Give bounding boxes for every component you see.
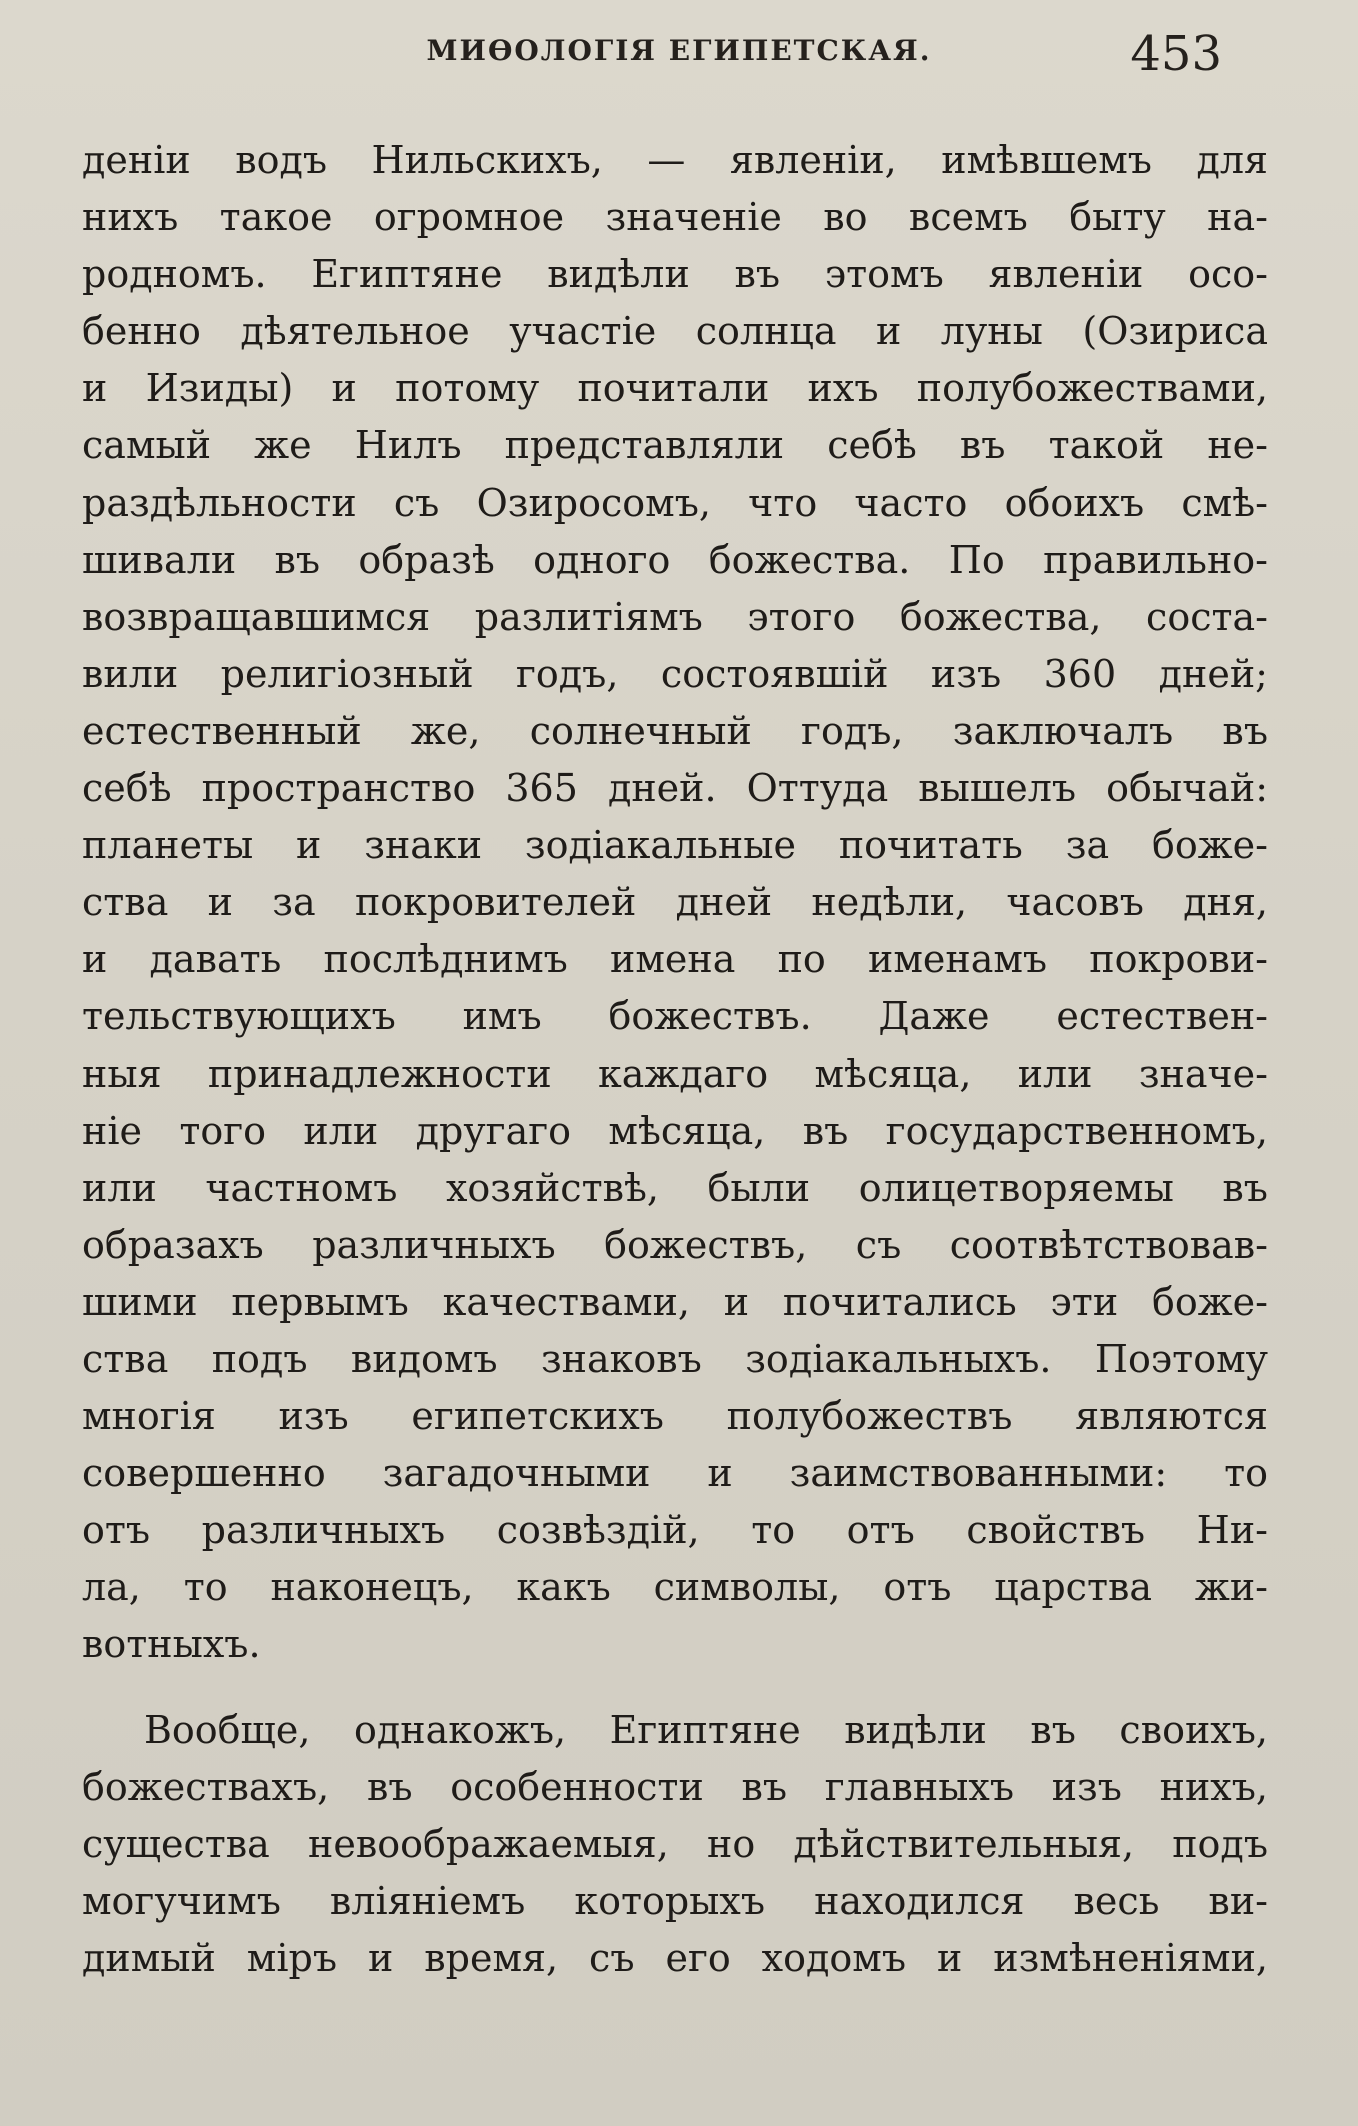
body-text	[82, 132, 1268, 1987]
text-line: возвращавшимся разлитіямъ этого божества, соста-	[82, 594, 1268, 639]
text-line: ства подъ видомъ знаковъ зодіакальныхъ. Поэтому	[82, 1336, 1268, 1381]
text-line: самый же Нилъ представляли себѣ въ такой не-	[82, 423, 1268, 468]
text-line: существа невоображаемыя, но дѣйствительныя, подъ	[82, 1821, 1268, 1866]
text-line: нихъ такое огромное значеніе во всемъ быту на-	[82, 195, 1268, 240]
paragraph-2	[82, 1702, 1268, 1987]
running-title: МИѲОЛОГІЯ ЕГИПЕТСКАЯ.	[426, 34, 932, 67]
text-line: многія изъ египетскихъ полубожествъ являются	[82, 1394, 1268, 1439]
text-line: ства и за покровителей дней недѣли, часовъ дня,	[82, 880, 1268, 925]
text-line: вили религіозный годъ, состоявшій изъ 360 дней;	[82, 651, 1268, 696]
text-line: димый міръ и время, съ его ходомъ и измѣненіями,	[82, 1935, 1268, 1980]
text-line: отъ различныхъ созвѣздій, то отъ свойствъ Ни-	[82, 1508, 1268, 1553]
text-line: совершенно загадочными и заимствованными: то	[82, 1451, 1268, 1496]
text-line: раздѣльности съ Озиросомъ, что часто обоихъ смѣ-	[82, 480, 1268, 525]
text-line: могучимъ вліяніемъ которыхъ находился весь ви-	[82, 1878, 1268, 1923]
text-line: планеты и знаки зодіакальные почитать за боже-	[82, 823, 1268, 868]
text-line: и давать послѣднимъ имена по именамъ покрови-	[82, 937, 1268, 982]
text-line: образахъ различныхъ божествъ, съ соотвѣтствовав-	[82, 1222, 1268, 1267]
text-line: ніе того или другаго мѣсяца, въ государственномъ,	[82, 1108, 1268, 1153]
text-line: вотныхъ.	[82, 1622, 261, 1667]
text-line: тельствующихъ имъ божествъ. Даже естествен-	[82, 994, 1268, 1039]
text-line: шими первымъ качествами, и почитались эти боже-	[82, 1279, 1268, 1324]
text-line: или частномъ хозяйствѣ, были олицетворяемы въ	[82, 1165, 1268, 1210]
text-line: бенно дѣятельное участіе солнца и луны (Озириса	[82, 309, 1268, 354]
text-line: родномъ. Египтяне видѣли въ этомъ явленіи осо-	[82, 252, 1268, 297]
text-line: себѣ пространство 365 дней. Оттуда вышелъ обычай:	[82, 766, 1268, 811]
paragraph-gap	[82, 1674, 1268, 1702]
text-line: деніи водъ Нильскихъ, — явленіи, имѣвшемъ для	[82, 138, 1268, 182]
text-line: Вообще, однакожъ, Египтяне видѣли въ своихъ,	[144, 1707, 1268, 1752]
text-line: ла, то наконецъ, какъ символы, отъ царства жи-	[82, 1565, 1268, 1610]
text-line: божествахъ, въ особенности въ главныхъ изъ нихъ,	[82, 1764, 1268, 1809]
page-number: 453	[1130, 26, 1222, 82]
text-line: и Изиды) и потому почитали ихъ полубожествами,	[82, 366, 1268, 411]
text-line: ныя принадлежности каждаго мѣсяца, или значе-	[82, 1051, 1268, 1096]
text-line: шивали въ образѣ одного божества. По правильно-	[82, 537, 1268, 582]
text-line: естественный же, солнечный годъ, заключалъ въ	[82, 708, 1268, 753]
paragraph-1	[82, 132, 1268, 1674]
